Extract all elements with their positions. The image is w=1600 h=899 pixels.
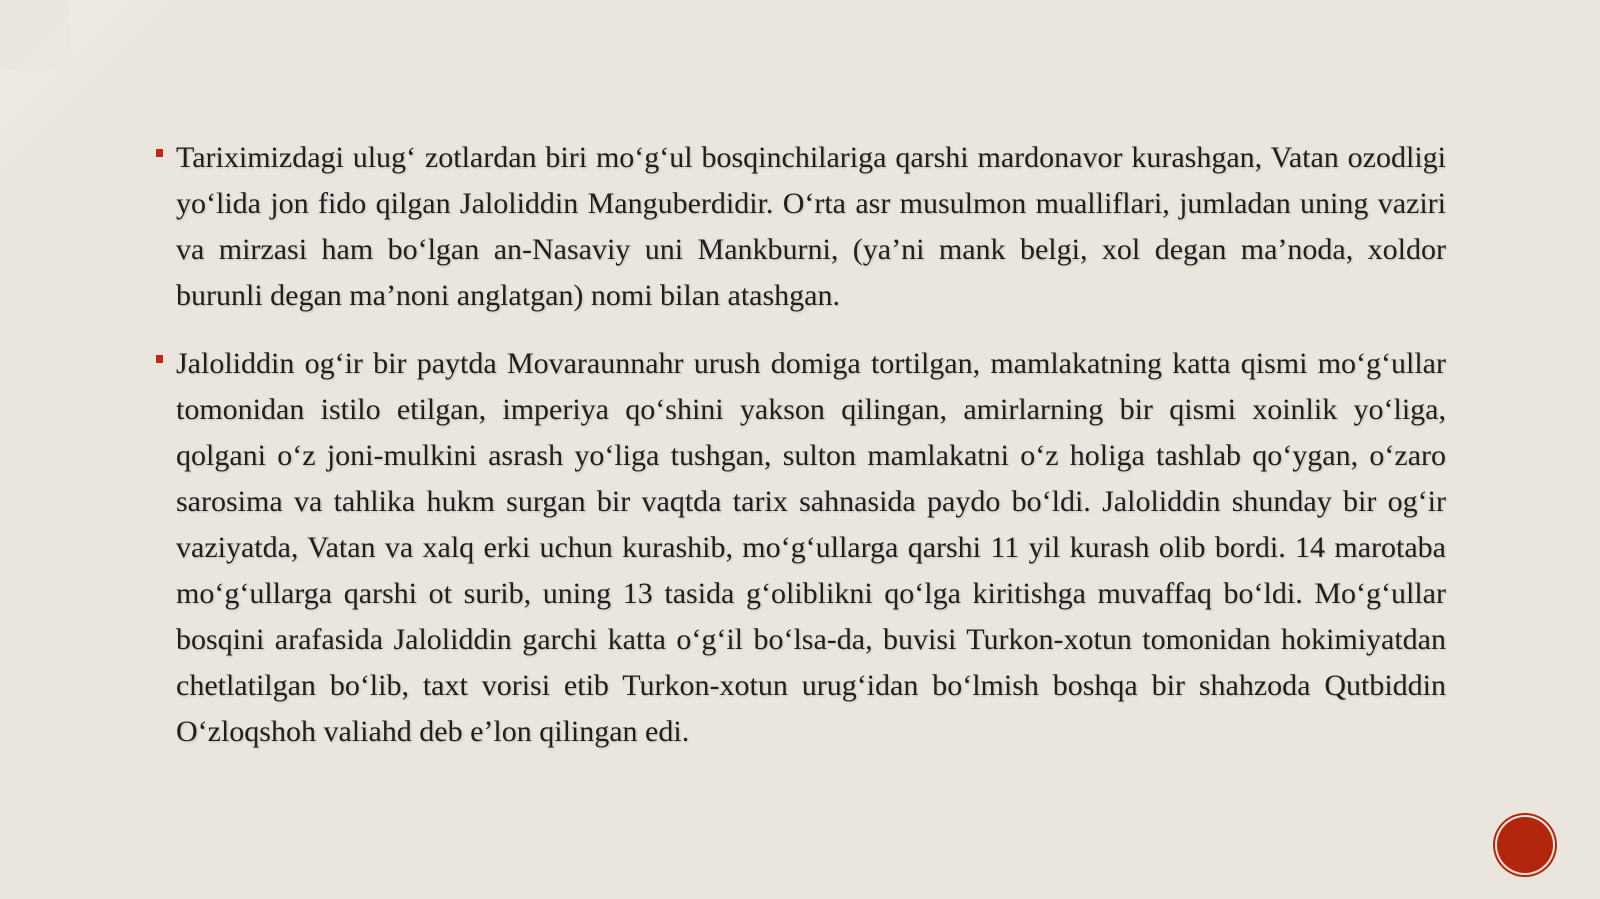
square-bullet-icon — [156, 149, 163, 157]
square-bullet-icon — [156, 355, 163, 363]
slide-body — [150, 135, 1446, 777]
bullet-paragraph-1 — [150, 135, 1446, 319]
corner-decoration — [0, 0, 70, 70]
paragraph-text: Jaloliddin og‘ir bir paytda Movaraunnahr urush domiga tortilgan, mamlakatning katta qismi mo‘g‘ullar tomonidan istilo etilgan, imperiya qo‘shini yakson qilingan, amirlarning bir qismi xoinlik yo‘liga, qolgani o‘z joni-mulkini asrash yo‘liga tushgan, sulton mamlakatni o‘z holiga tashlab qo‘ygan, o‘zaro sarosima va tahlika hukm surgan bir vaqtda tarix sahnasida paydo bo‘ldi. Jaloliddin shunday bir og‘ir vaziyatda, Vatan va xalq erki uchun kurashib, mo‘g‘ullarga qarshi 11 yil kurash olib bordi. 14 marotaba mo‘g‘ullarga qarshi ot surib, uning 13 tasida g‘oliblikni qo‘lga kiritishga muvaffaq bo‘ldi. Mo‘g‘ullar bosqini arafasida Jaloliddin garchi katta o‘g‘il bo‘lsa-da, buvisi Turkon-xotun tomonidan hokimiyatdan chetlatilgan bo‘lib, taxt vorisi etib Turkon-xotun urug‘idan bo‘lmish boshqa bir shahzoda Qutbiddin O‘zloqshoh valiahd deb e’lon qilingan edi. — [176, 347, 1446, 748]
circle-button-icon[interactable] — [1497, 817, 1553, 873]
paragraph-text: Tariximizdagi ulug‘ zotlardan biri mo‘g‘ul bosqinchilariga qarshi mardonavor kurashgan, Vatan ozodligi yo‘lida jon fido qilgan Jaloliddin Manguberdidir. O‘rta asr musulmon mualliflari, jumladan uning vaziri va mirzasi ham bo‘lgan an-Nasaviy uni Mankburni, (ya’ni mank belgi, xol degan ma’noda, xoldor burunli degan ma’noni anglatgan) nomi bilan atashgan. — [176, 141, 1446, 312]
bullet-paragraph-2 — [150, 341, 1446, 755]
